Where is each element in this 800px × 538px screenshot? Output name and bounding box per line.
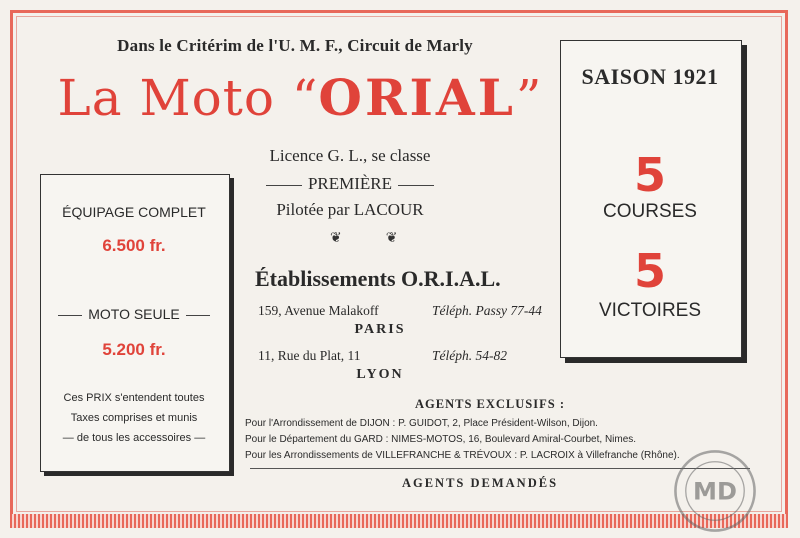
paris-address: 159, Avenue Malakoff (258, 303, 379, 318)
premiere-line (230, 174, 470, 194)
title-prefix: La Moto (57, 69, 275, 127)
title-close-quote: ” (515, 69, 543, 127)
license-text: Licence G. L., se classe (269, 146, 431, 165)
lyon-phone: Téléph. 54-82 (432, 348, 507, 363)
victoires-count: 5 (633, 244, 666, 298)
agent-line-gard: Pour le Département du GARD : NIMES-MOTOS, 16, Boulevard Amiral-Courbet, Nimes. (245, 434, 637, 445)
agents-demandes: AGENTS DEMANDÉS (401, 476, 559, 490)
courses-count: 5 (633, 148, 666, 202)
main-title (40, 68, 560, 127)
courses-label: COURSES (603, 201, 697, 222)
etablissements-heading: Établissements O.R.I.A.L. (255, 266, 501, 291)
fleuron-ornaments: ❦❦ (330, 231, 442, 246)
moto-seule-label: MOTO SEULE (88, 306, 180, 322)
dash-left (266, 185, 302, 186)
moto-seule-line (40, 306, 228, 322)
premiere-text: PREMIÈRE (307, 174, 393, 193)
price-note-2: Taxes comprises et munis (70, 412, 198, 424)
agent-line-dijon: Pour l'Arrondissement de DIJON : P. GUIDOT, 2, Place Président-Wilson, Dijon. (245, 418, 598, 429)
dash-right (398, 185, 434, 186)
criterium-subtitle: Dans le Critérim de l'U. M. F., Circuit de Marly (117, 36, 473, 55)
pilotee-text: Pilotée par LACOUR (276, 200, 424, 219)
watermark-monogram: MD (693, 477, 737, 506)
dash-right (186, 315, 210, 316)
victoires-label: VICTOIRES (598, 300, 702, 321)
lyon-city: LYON (356, 367, 404, 382)
saison-title: SAISON 1921 (581, 64, 719, 89)
watermark-logo-icon (672, 448, 758, 534)
title-brand: ORIAL (318, 68, 516, 127)
agents-exclusifs-title: AGENTS EXCLUSIFS : (415, 397, 565, 411)
price-note-3: — de tous les accessoires — (62, 432, 206, 444)
moto-seule-price: 5.200 fr. (102, 340, 166, 359)
agent-line-villefranche: Pour les Arrondissements de VILLEFRANCHE & TRÉVOUX : P. LACROIX à Villefranche (Rhône). (245, 450, 680, 461)
paris-phone: Téléph. Passy 77-44 (432, 303, 542, 318)
dash-left (58, 315, 82, 316)
title-open-quote: “ (291, 69, 319, 127)
equipage-price: 6.500 fr. (102, 236, 166, 255)
lyon-address: 11, Rue du Plat, 11 (258, 348, 361, 363)
paris-city: PARIS (354, 322, 406, 337)
equipage-label: ÉQUIPAGE COMPLET (62, 204, 206, 220)
price-note-1: Ces PRIX s'entendent toutes (63, 392, 205, 404)
